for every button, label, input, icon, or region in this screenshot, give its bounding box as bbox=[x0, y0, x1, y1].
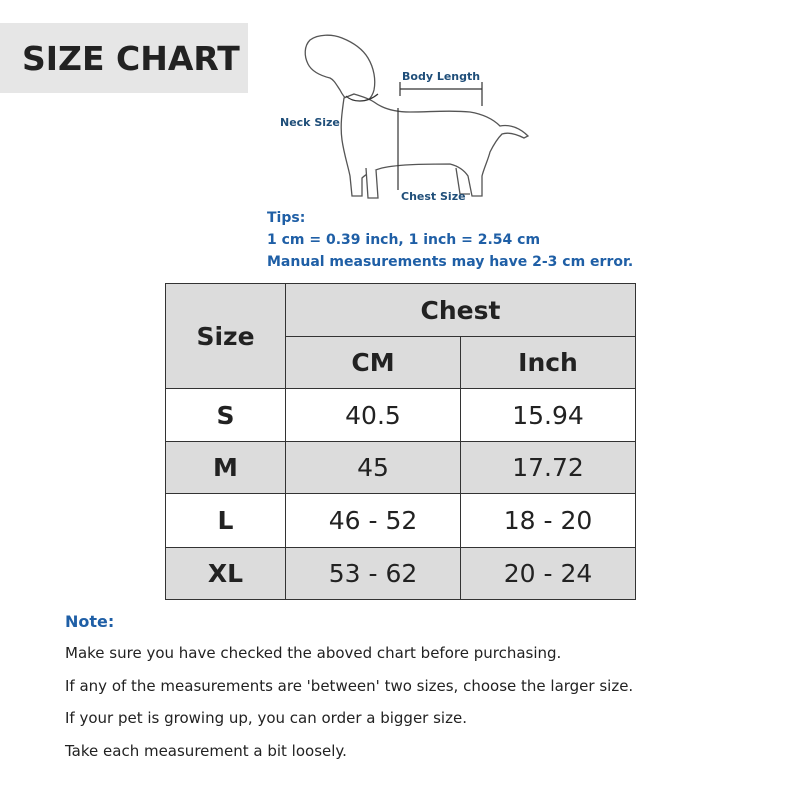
note-block bbox=[65, 610, 785, 770]
note-line: Make sure you have checked the aboved chart before purchasing. bbox=[65, 644, 562, 662]
table-row bbox=[166, 389, 636, 442]
size-cell: L bbox=[166, 494, 286, 548]
table-row bbox=[166, 494, 636, 548]
note-line: If any of the measurements are 'between' two sizes, choose the larger size. bbox=[65, 676, 634, 695]
size-chart-table bbox=[165, 283, 636, 600]
cm-cell: 45 bbox=[286, 442, 461, 494]
cm-column-header: CM bbox=[286, 337, 461, 389]
inch-cell: 17.72 bbox=[461, 442, 636, 494]
tips-heading: Tips: bbox=[267, 210, 306, 226]
size-cell: S bbox=[166, 389, 286, 442]
size-column-header: Size bbox=[166, 284, 286, 389]
size-cell: XL bbox=[166, 548, 286, 600]
chest-group-header: Chest bbox=[286, 284, 636, 337]
chest-size-label: Chest Size bbox=[401, 190, 466, 203]
size-cell: M bbox=[166, 442, 286, 494]
cm-cell: 53 - 62 bbox=[286, 548, 461, 600]
note-line: If your pet is growing up, you can order a bigger size. bbox=[65, 709, 467, 727]
inch-cell: 18 - 20 bbox=[461, 494, 636, 548]
inch-cell: 15.94 bbox=[461, 389, 636, 442]
inch-column-header: Inch bbox=[461, 337, 636, 389]
table-header-row bbox=[166, 284, 636, 337]
cm-cell: 40.5 bbox=[286, 389, 461, 442]
neck-size-label: Neck Size bbox=[280, 116, 340, 129]
note-line: Take each measurement a bit loosely. bbox=[65, 741, 347, 760]
dog-measurement-diagram bbox=[270, 28, 550, 213]
tips-line-conversion: 1 cm = 0.39 inch, 1 inch = 2.54 cm bbox=[267, 232, 541, 248]
body-length-label: Body Length bbox=[402, 70, 481, 83]
note-heading: Note: bbox=[65, 612, 115, 631]
cm-cell: 46 - 52 bbox=[286, 494, 461, 548]
title-banner bbox=[0, 23, 248, 93]
inch-cell: 20 - 24 bbox=[461, 548, 636, 600]
table-row bbox=[166, 548, 636, 600]
tips-line-error: Manual measurements may have 2-3 cm error. bbox=[267, 254, 634, 270]
page-title: SIZE CHART bbox=[22, 38, 240, 78]
table-row bbox=[166, 442, 636, 494]
tips-block bbox=[267, 207, 633, 273]
